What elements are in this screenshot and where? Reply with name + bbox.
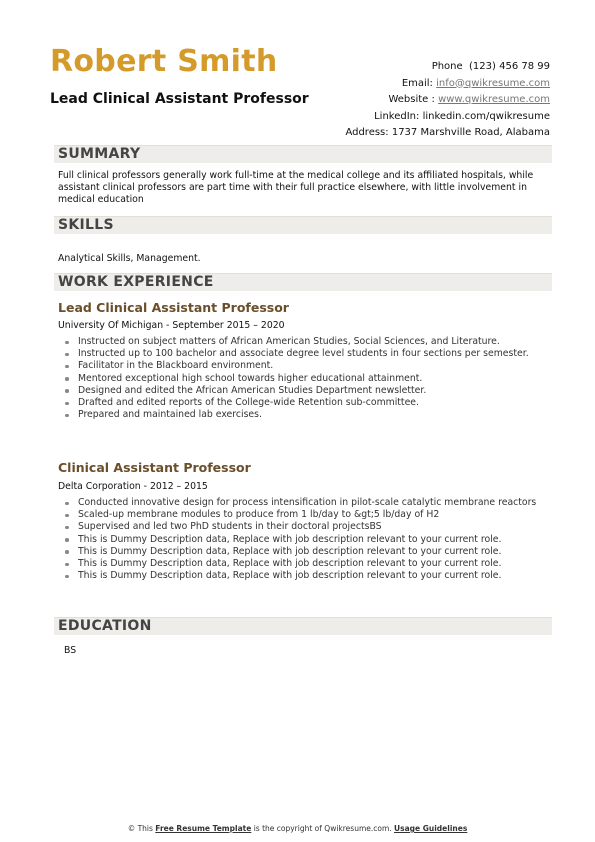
education-heading: EDUCATION bbox=[58, 618, 152, 634]
list-item: Facilitator in the Blackboard environment. bbox=[58, 360, 538, 372]
list-item: Mentored exceptional high school towards higher educational attainment. bbox=[58, 373, 538, 385]
linkedin-value: linkedin.com/qwikresume bbox=[422, 110, 550, 122]
phone-value: (123) 456 78 99 bbox=[469, 61, 550, 72]
education-text: BS bbox=[64, 645, 77, 656]
email-link[interactable]: info@qwikresume.com bbox=[436, 77, 550, 89]
free-resume-template-link[interactable]: Free Resume Template bbox=[155, 824, 252, 833]
list-item: Designed and edited the African American Studies Department newsletter. bbox=[58, 385, 538, 397]
footer bbox=[0, 824, 595, 833]
list-item: This is Dummy Description data, Replace with job description relevant to your current role. bbox=[58, 546, 538, 558]
linkedin-label: LinkedIn: bbox=[374, 110, 420, 122]
list-item: Conducted innovative design for process intensification in pilot-scale catalytic membrane reactors bbox=[58, 497, 538, 509]
summary-heading: SUMMARY bbox=[58, 146, 141, 162]
skills-heading: SKILLS bbox=[58, 217, 114, 233]
list-item: Prepared and maintained lab exercises. bbox=[58, 409, 538, 421]
list-item: This is Dummy Description data, Replace with job description relevant to your current role. bbox=[58, 534, 538, 546]
footer-middle: is the copyright of Qwikresume.com. bbox=[253, 824, 392, 833]
job-company: Delta Corporation - 2012 – 2015 bbox=[58, 481, 208, 492]
contact-phone bbox=[345, 59, 550, 76]
phone-label: Phone bbox=[431, 61, 463, 72]
list-item: Drafted and edited reports of the College-wide Retention sub-committee. bbox=[58, 397, 538, 409]
list-item: Instructed up to 100 bachelor and associate degree level students in four sections per semester. bbox=[58, 348, 538, 360]
experience-section-header bbox=[54, 273, 552, 291]
address-label: Address: bbox=[345, 127, 389, 139]
list-item: Supervised and led two PhD students in their doctoral projectsBS bbox=[58, 521, 538, 533]
experience-heading: WORK EXPERIENCE bbox=[58, 274, 214, 290]
contact-address bbox=[345, 125, 550, 142]
job-role: Clinical Assistant Professor bbox=[58, 460, 251, 475]
job-bullets bbox=[58, 497, 538, 582]
skills-section-header bbox=[54, 216, 552, 234]
job-bullets bbox=[58, 336, 538, 421]
contact-website bbox=[345, 92, 550, 109]
candidate-title: Lead Clinical Assistant Professor bbox=[50, 91, 309, 107]
address-value: 1737 Marshville Road, Alabama bbox=[391, 127, 550, 139]
footer-prefix: © This bbox=[127, 824, 153, 833]
email-label: Email: bbox=[401, 77, 433, 89]
list-item: This is Dummy Description data, Replace with job description relevant to your current role. bbox=[58, 558, 538, 570]
list-item: This is Dummy Description data, Replace with job description relevant to your current role. bbox=[58, 570, 538, 582]
website-link[interactable]: www.qwikresume.com bbox=[438, 94, 550, 106]
list-item: Scaled-up membrane modules to produce from 1 lb/day to &gt;5 lb/day of H2 bbox=[58, 509, 538, 521]
job-role: Lead Clinical Assistant Professor bbox=[58, 300, 289, 315]
job-company: University Of Michigan - September 2015 – 2020 bbox=[58, 320, 285, 331]
candidate-name: Robert Smith bbox=[50, 44, 278, 79]
summary-section-header bbox=[54, 145, 552, 163]
usage-guidelines-link[interactable]: Usage Guidelines bbox=[394, 824, 468, 833]
summary-text: Full clinical professors generally work full-time at the medical college and its affiliated hospitals, while assistant clinical professors are part time with their full practice elsewhere, with little involvement in medical education bbox=[58, 170, 534, 206]
contact-linkedin bbox=[345, 109, 550, 126]
contact-block bbox=[345, 59, 550, 142]
contact-email bbox=[345, 76, 550, 93]
website-label: Website : bbox=[388, 94, 435, 106]
skills-text: Analytical Skills, Management. bbox=[58, 253, 201, 264]
list-item: Instructed on subject matters of African American Studies, Social Sciences, and Literature. bbox=[58, 336, 538, 348]
education-section-header bbox=[54, 617, 552, 635]
